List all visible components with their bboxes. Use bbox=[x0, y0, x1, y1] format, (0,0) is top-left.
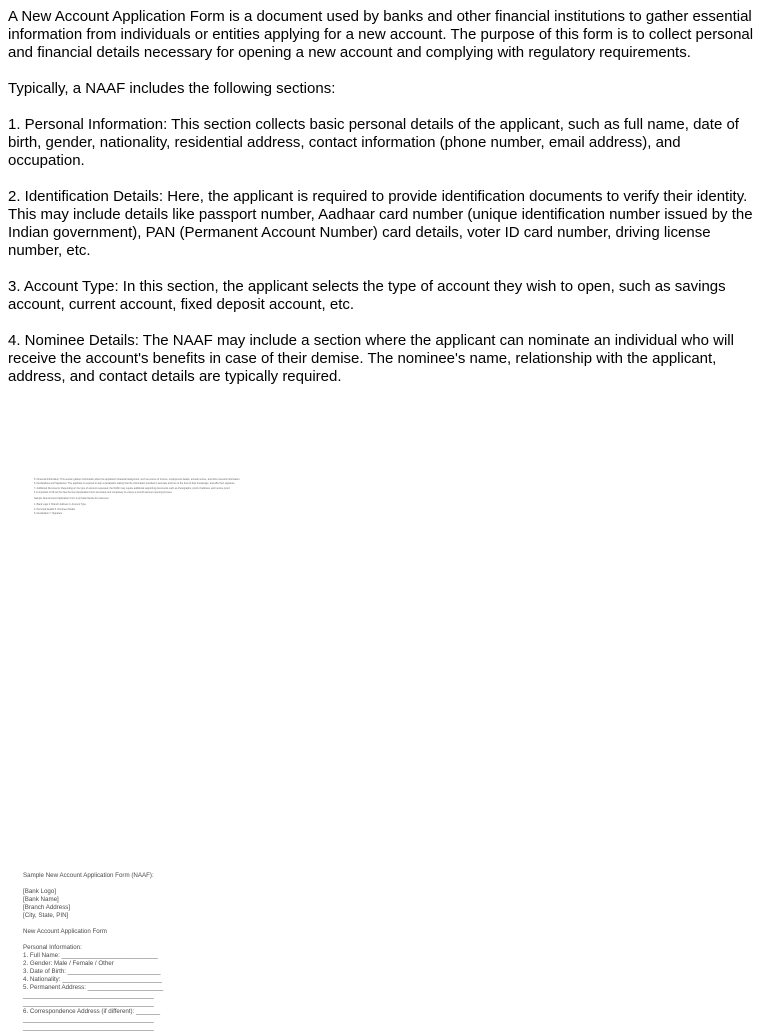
form-heading: New Account Application Form bbox=[23, 928, 107, 935]
sample-form-title: Sample New Account Application Form (NAAF): bbox=[23, 872, 154, 879]
intro-paragraph: A New Account Application Form is a document used by banks and other financial institutions to gather essential information from individuals or entities applying for a new account. The purpose of this form is to collect personal and financial details necessary for opening a new account and complying with regulatory requirements. bbox=[8, 8, 754, 61]
city-state-pin-placeholder: [City, State, PIN] bbox=[23, 912, 69, 919]
tiny-line: 4. Personal Details 5. Nominee Details bbox=[34, 507, 75, 511]
nationality-field: 4. Nationality: _____________________________ bbox=[23, 976, 163, 983]
tiny-line: 6. Declaration 7. Signature bbox=[34, 512, 63, 516]
tiny-line: It is important to fill out the New Account Application Form accurately and completely to ensure a smooth account opening process. bbox=[34, 490, 173, 494]
tiny-line: 5. Financial Information: This section gathers information about the applicant's financial background, such as source of income, employment details, annual income, and other relevant information. bbox=[34, 478, 241, 481]
branch-address-placeholder: [Branch Address] bbox=[23, 904, 71, 911]
correspondence-address-line: ______________________________________ bbox=[23, 1024, 154, 1031]
bank-name-placeholder: [Bank Name] bbox=[23, 896, 59, 903]
permanent-address-line: ______________________________________ bbox=[23, 1000, 154, 1007]
document-body bbox=[8, 8, 760, 404]
tiny-line: 6. Declarations and Signatures: The applicant is required to sign a declaration stating that the information provided is accurate and true to the best of their knowledge, and affix their signature. bbox=[34, 482, 236, 486]
tiny-line: 1. Bank Logo 2. Branch Address 3. Account Type bbox=[34, 503, 86, 507]
correspondence-address-field: 6. Correspondence Address (if different): _______ bbox=[23, 1008, 161, 1015]
sections-lead: Typically, a NAAF includes the following sections: bbox=[8, 80, 336, 97]
sample-form bbox=[23, 872, 223, 1032]
tiny-line: 7. Additional Documents: Depending on the type of account requested, the NAAF may require additional supporting documents such as photographs, proof of address, and income proof. bbox=[34, 486, 231, 490]
full-name-field: 1. Full Name: ____________________________ bbox=[23, 952, 158, 959]
bank-logo-placeholder: [Bank Logo] bbox=[23, 888, 57, 895]
personal-information-heading: Personal Information: bbox=[23, 944, 82, 951]
section-personal-information: 1. Personal Information: This section collects basic personal details of the applicant, such as full name, date of birth, gender, nationality, residential address, contact information (phone number, email address), and occupation. bbox=[8, 116, 739, 169]
section-account-type: 3. Account Type: In this section, the applicant selects the type of account they wish to open, such as savings account, current account, fixed deposit account, etc. bbox=[8, 278, 726, 313]
permanent-address-line: ______________________________________ bbox=[23, 992, 154, 999]
correspondence-address-line: ______________________________________ bbox=[23, 1016, 154, 1023]
section-nominee-details: 4. Nominee Details: The NAAF may include a section where the applicant can nominate an individual who will receive the account's benefits in case of their demise. The nominee's name, relationship with the applicant, address, and contact details are typically required. bbox=[8, 332, 734, 385]
gender-field: 2. Gender: Male / Female / Other bbox=[23, 960, 114, 967]
date-of-birth-field: 3. Date of Birth: ___________________________ bbox=[23, 968, 161, 975]
section-identification-details: 2. Identification Details: Here, the applicant is required to provide identification documents to verify their identity. This may include details like passport number, Aadhaar card number (unique identification number issued by the Indian government), PAN (Permanent Account Number) card details, voter ID card number, driving license number, etc. bbox=[8, 188, 753, 259]
tiny-line: Sample New Account Application Form is provided below for reference: bbox=[34, 497, 110, 501]
permanent-address-field: 5. Permanent Address: ______________________ bbox=[23, 984, 164, 991]
embedded-tiny-text bbox=[34, 478, 364, 516]
